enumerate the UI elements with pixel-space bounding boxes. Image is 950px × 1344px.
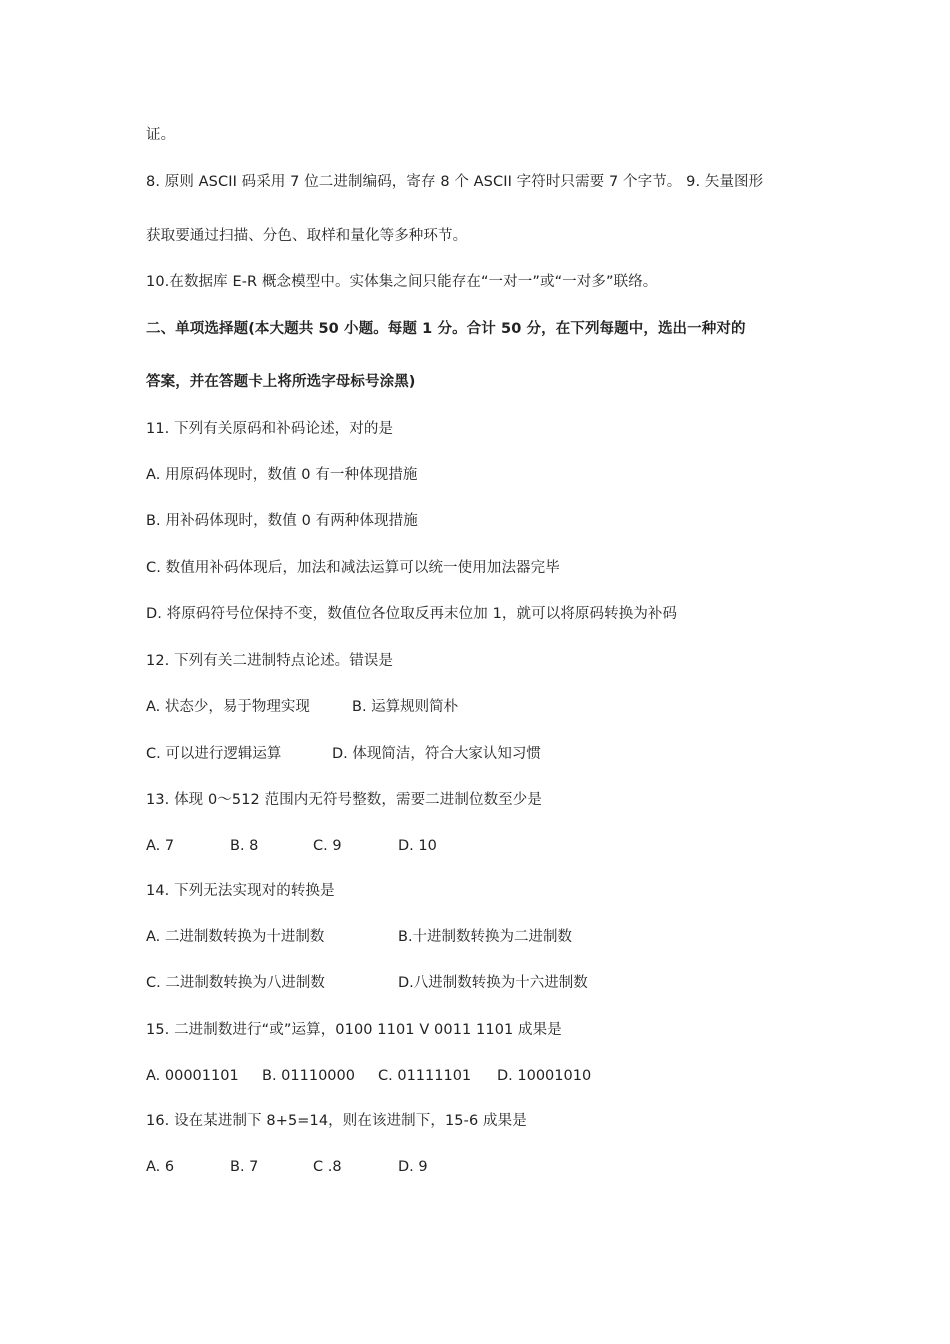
question-13-option-c: C. 9 xyxy=(313,838,342,854)
question-13-option-b: B. 8 xyxy=(230,838,259,854)
question-12-option-a: A. 状态少，易于物理实现 xyxy=(146,699,310,715)
question-11: 11. 下列有关原码和补码论述，对的是 xyxy=(146,421,394,437)
text-line-1: 证。 xyxy=(146,127,176,143)
question-13-options xyxy=(146,836,846,856)
question-16: 16. 设在某进制下 8+5=14，则在该进制下，15-6 成果是 xyxy=(146,1113,527,1129)
question-10: 10.在数据库 E-R 概念模型中。实体集之间只能存在“一对一”或“一对多”联络。 xyxy=(146,274,658,290)
question-14-options-row-2 xyxy=(146,973,846,993)
question-12-options-row-2 xyxy=(146,744,846,764)
question-15-option-c: C. 01111101 xyxy=(378,1068,472,1084)
question-15-option-b: B. 01110000 xyxy=(262,1068,355,1084)
question-8-line-1: 8. 原则 ASCII 码采用 7 位二进制编码，寄存 8 个 ASCII 字符时只需要 7 个字节。 9. 矢量图形 xyxy=(146,174,764,190)
question-11-option-b: B. 用补码体现时，数值 0 有两种体现措施 xyxy=(146,513,418,529)
section-heading-line-2: 答案，并在答题卡上将所选字母标号涂黑) xyxy=(146,374,416,390)
question-14: 14. 下列无法实现对的转换是 xyxy=(146,883,335,899)
question-16-option-a: A. 6 xyxy=(146,1159,175,1175)
question-15: 15. 二进制数进行“或”运算，0100 1101 V 0011 1101 成果是 xyxy=(146,1022,562,1038)
question-12-option-c: C. 可以进行逻辑运算 xyxy=(146,746,282,762)
question-16-option-c: C .8 xyxy=(313,1159,342,1175)
question-15-option-d: D. 10001010 xyxy=(497,1068,592,1084)
question-13: 13. 体现 0～512 范围内无符号整数，需要二进制位数至少是 xyxy=(146,792,542,808)
question-14-option-c: C. 二进制数转换为八进制数 xyxy=(146,975,325,991)
question-12-option-b: B. 运算规则简朴 xyxy=(352,699,459,715)
section-heading-line-1: 二、单项选择题(本大题共 50 小题。每题 1 分。合计 50 分，在下列每题中，选出一种对的 xyxy=(146,321,746,337)
question-14-option-b: B.十进制数转换为二进制数 xyxy=(398,929,573,945)
question-12-options-row-1 xyxy=(146,697,846,717)
question-15-options xyxy=(146,1066,846,1086)
question-9-line-2: 获取要通过扫描、分色、取样和量化等多种环节。 xyxy=(146,228,468,244)
question-14-options-row-1 xyxy=(146,927,846,947)
question-16-options xyxy=(146,1157,846,1177)
question-12-option-d: D. 体现简洁，符合大家认知习惯 xyxy=(332,746,541,762)
question-13-option-a: A. 7 xyxy=(146,838,175,854)
question-13-option-d: D. 10 xyxy=(398,838,437,854)
question-11-option-a: A. 用原码体现时，数值 0 有一种体现措施 xyxy=(146,467,418,483)
question-16-option-b: B. 7 xyxy=(230,1159,259,1175)
question-11-option-c: C. 数值用补码体现后，加法和减法运算可以统一使用加法器完毕 xyxy=(146,560,560,576)
question-16-option-d: D. 9 xyxy=(398,1159,428,1175)
question-11-option-d: D. 将原码符号位保持不变，数值位各位取反再末位加 1，就可以将原码转换为补码 xyxy=(146,606,678,622)
question-15-option-a: A. 00001101 xyxy=(146,1068,239,1084)
question-14-option-d: D.八进制数转换为十六进制数 xyxy=(398,975,588,991)
question-12: 12. 下列有关二进制特点论述。错误是 xyxy=(146,653,394,669)
question-14-option-a: A. 二进制数转换为十进制数 xyxy=(146,929,325,945)
